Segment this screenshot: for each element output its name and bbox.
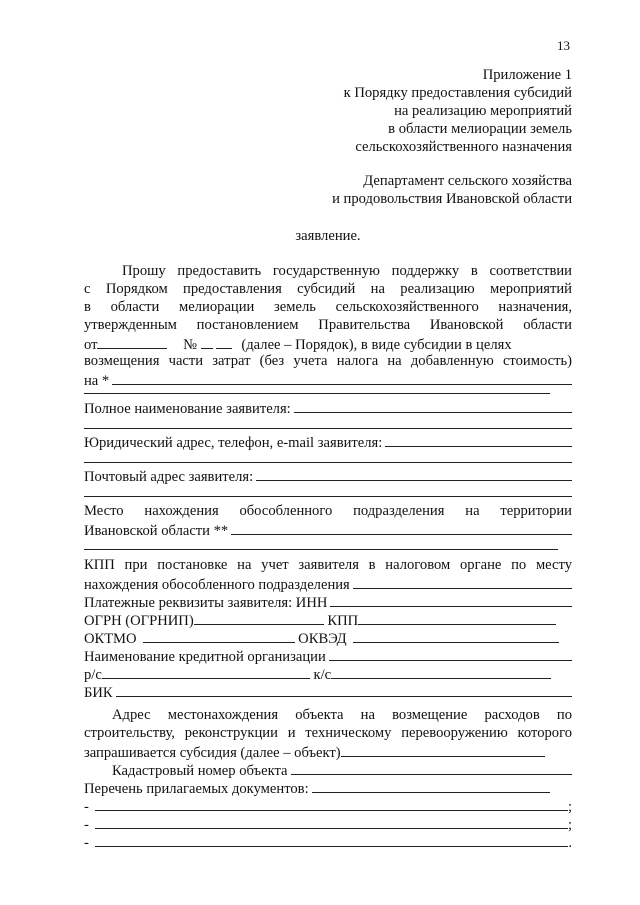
bik-field[interactable] (84, 682, 572, 702)
branch-line-1: Место нахождения обособленного подразделения на территории (84, 503, 572, 519)
full-name-label: Полное наименование заявителя: (84, 401, 291, 417)
doc-list-blank-2[interactable] (95, 814, 568, 829)
intro-text-1: Прошу предоставить государственную поддержку в соответствии (122, 263, 572, 279)
doc-list-end-1: ; (567, 799, 572, 815)
doc-list-item-3[interactable] (84, 832, 572, 852)
kpp-branch-label: нахождения обособленного подразделения (84, 577, 350, 593)
appendix-header (344, 66, 572, 156)
branch-blank[interactable] (231, 520, 572, 535)
appendix-line-4: в области мелиорации земель (388, 121, 572, 137)
appendix-line-2: к Порядку предоставления субсидий (343, 85, 572, 101)
bik-blank[interactable] (116, 682, 572, 697)
oktmo-blank[interactable] (143, 628, 295, 643)
purpose-blank-2[interactable] (84, 393, 550, 394)
ogrn-blank[interactable] (194, 610, 324, 625)
recipient-line-2: и продовольствия Ивановской области (332, 191, 572, 207)
doc-list-dash-1: - (84, 799, 89, 815)
docs-label: Перечень прилагаемых документов: (84, 781, 309, 797)
intro-line-5 (84, 334, 572, 354)
object-field[interactable] (84, 742, 572, 762)
intro-line-2: с Порядком предоставления субсидий на реализацию мероприятий (84, 281, 572, 297)
accounts-row (84, 664, 572, 684)
inn-blank[interactable] (330, 592, 572, 607)
appendix-line-3: на реализацию мероприятий (394, 103, 572, 119)
postal-address-field[interactable] (84, 466, 572, 486)
okved-label: ОКВЭД (298, 631, 347, 647)
object-blank[interactable] (341, 742, 545, 757)
number-blank-a[interactable] (201, 334, 213, 349)
full-name-field[interactable] (84, 398, 572, 418)
doc-list-end-2: ; (567, 817, 572, 833)
bank-field[interactable] (84, 646, 572, 666)
legal-address-label: Юридический адрес, телефон, e-mail заявителя: (84, 435, 383, 451)
purpose-field[interactable] (84, 370, 572, 390)
date-blank[interactable] (97, 334, 167, 349)
bank-blank[interactable] (329, 646, 572, 661)
oktmo-row (84, 628, 572, 648)
recipient-line-1: Департамент сельского хозяйства (363, 173, 572, 189)
intro-from: от (84, 337, 98, 353)
object-line-2: строительству, реконструкции и техническому перевооружению которого (84, 725, 572, 741)
purpose-label: на * (84, 373, 110, 389)
object-line-1 (84, 706, 572, 724)
oktmo-label: ОКТМО (84, 631, 137, 647)
kpp-branch-field[interactable] (84, 574, 572, 594)
recipient-block (332, 172, 572, 208)
inn-field[interactable] (84, 592, 572, 612)
intro-line-3: в области мелиорации земель сельскохозяйственного назначения, (84, 299, 572, 315)
branch-label: Ивановской области ** (84, 523, 229, 539)
cadastral-blank[interactable] (291, 760, 572, 775)
branch-blank-2[interactable] (84, 549, 558, 550)
ks-label: к/с (313, 667, 332, 683)
doc-list-end-3: . (568, 835, 572, 851)
docs-blank[interactable] (312, 778, 550, 793)
legal-address-blank-2[interactable] (84, 462, 572, 463)
legal-address-blank[interactable] (385, 432, 572, 447)
doc-list-blank-3[interactable] (95, 832, 568, 847)
appendix-line-5: сельскохозяйственного назначения (355, 139, 572, 155)
intro-line-4: утвержденным постановлением Правительства Ивановской области (84, 317, 572, 333)
intro-rest: (далее – Порядок), в виде субсидии в целях (241, 337, 512, 353)
ogrn-row (84, 610, 572, 630)
rs-label: р/с (84, 667, 102, 683)
branch-field[interactable] (84, 520, 572, 540)
full-name-blank-2[interactable] (84, 428, 572, 429)
inn-label: Платежные реквизиты заявителя: ИНН (84, 595, 328, 611)
kpp-branch-blank[interactable] (353, 574, 572, 589)
bik-label: БИК (84, 685, 113, 701)
ks-blank[interactable] (331, 664, 551, 679)
kpp-branch-line-1: КПП при постановке на учет заявителя в налоговом органе по месту (84, 557, 572, 573)
doc-list-blank-1[interactable] (95, 796, 568, 811)
cadastral-field[interactable] (112, 760, 572, 780)
full-name-blank[interactable] (294, 398, 572, 413)
kpp-blank[interactable] (358, 610, 556, 625)
page-number: 13 (557, 38, 570, 53)
ogrn-label: ОГРН (ОГРНИП) (84, 613, 194, 629)
docs-field[interactable] (84, 778, 550, 798)
purpose-blank[interactable] (112, 370, 572, 385)
appendix-line-1: Приложение 1 (482, 67, 572, 83)
intro-line-1 (84, 262, 572, 280)
object-text-1: Адрес местонахождения объекта на возмещение расходов по (112, 707, 572, 723)
cadastral-label: Кадастровый номер объекта (112, 763, 288, 779)
doc-list-item-1[interactable] (84, 796, 572, 816)
legal-address-field[interactable] (84, 432, 572, 452)
doc-list-item-2[interactable] (84, 814, 572, 834)
kpp-label: КПП (327, 613, 359, 629)
postal-address-blank-2[interactable] (84, 496, 572, 497)
postal-address-label: Почтовый адрес заявителя: (84, 469, 254, 485)
doc-list-dash-2: - (84, 817, 89, 833)
intro-number-sign: № (183, 337, 198, 353)
postal-address-blank[interactable] (256, 466, 572, 481)
document-title: заявление. (295, 228, 361, 244)
rs-blank[interactable] (102, 664, 310, 679)
okved-blank[interactable] (353, 628, 559, 643)
number-blank-b[interactable] (216, 334, 232, 349)
doc-list-dash-3: - (84, 835, 89, 851)
bank-label: Наименование кредитной организации (84, 649, 326, 665)
object-label: запрашивается субсидия (далее – объект) (84, 745, 341, 761)
intro-line-6: возмещения части затрат (без учета налога на добавленную стоимость) (84, 353, 572, 369)
